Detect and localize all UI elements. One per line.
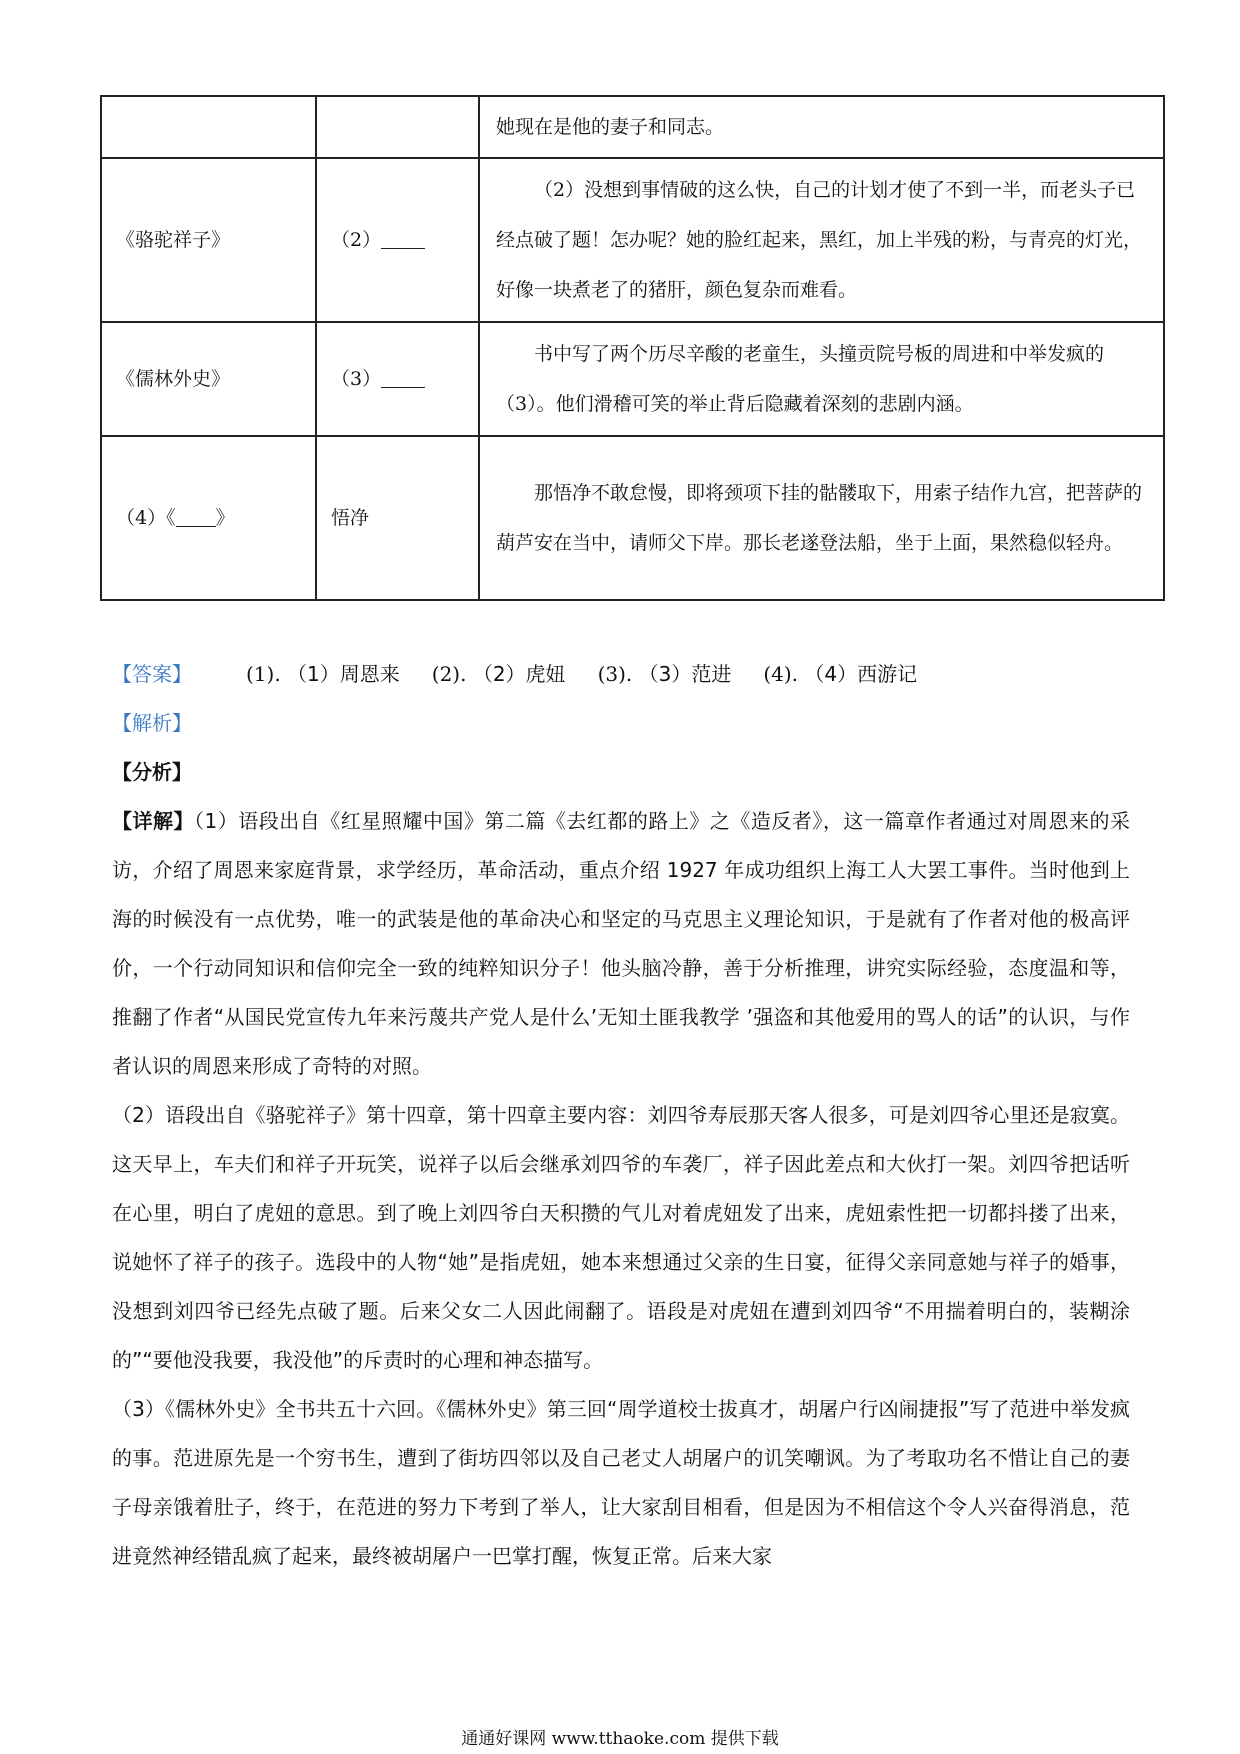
detail-text-1: （1）语段出自《红星照耀中国》第二篇《去红都的路上》之《造反者》，这一篇章作者通过对周恩来的采访，介绍了周恩来家庭背景，求学经历，革命活动，重点介绍 1927 年成功组织上海工人大罢工事件。当时他到上海的时候没有一点优势，唯一的武装是他的革命决心和坚定的马克思主义理论知识，于是就有了作者对他的极高评价，一个行动同知识和信仰完全一致的纯粹知识分子！他头脑冷静，善于分析推理，讲究实际经验，态度温和等，推翻了作者“从国民党宣传九年来污蔑共产党人是什么’无知土匪我教学 ’强盗和其他爱用的骂人的话”的认识，与作者认识的周恩来形成了奇特的对照。 [112, 809, 1130, 1078]
answer-blank [381, 368, 425, 388]
answer-num: (1). [246, 662, 281, 686]
answer-item [763, 650, 917, 699]
excerpt-cell: （2）没想到事情破的这么快，自己的计划才使了不到一半，而老头子已经点破了题！怎办呢？她的脸红起来，黑红，加上半残的粉，与青亮的灯光，好像一块煮老了的猪肝，颜色复杂而难看。 [479, 158, 1164, 322]
book-cell [101, 436, 316, 600]
book-cell [101, 96, 316, 158]
answer-text: （1）周恩来 [287, 662, 400, 686]
character-prefix: （3） [331, 368, 382, 390]
answer-text: （3）范进 [638, 662, 732, 686]
answer-text: （4）西游记 [804, 662, 918, 686]
table-row [101, 322, 1164, 436]
character-cell [316, 96, 479, 158]
fenxi-heading: 【分析】 [112, 760, 192, 784]
answer-blank [176, 507, 216, 527]
answer-num: (3). [597, 662, 633, 686]
footer-watermark: 通通好课网 www.tthaoke.com 提供下载 [461, 1729, 779, 1749]
answer-item [598, 650, 732, 699]
analysis-tag: 【解析】 [112, 711, 192, 735]
character-cell [316, 322, 479, 436]
excerpt-cell: 书中写了两个历尽辛酸的老童生，头撞贡院号板的周进和中举发疯的（3）。他们滑稽可笑的举止背后隐藏着深刻的悲剧内涵。 [479, 322, 1164, 436]
answer-num: (4). [763, 662, 799, 686]
character-prefix: （2） [331, 229, 382, 251]
table-row [101, 96, 1164, 158]
character-cell: 悟净 [316, 436, 479, 600]
book-suffix: 》 [215, 507, 235, 529]
answer-row [112, 650, 1130, 699]
answer-text: （2）虎妞 [472, 662, 566, 686]
answer-blank [381, 229, 425, 249]
answer-section [112, 650, 1130, 1581]
detail-tag: 【详解】 [112, 809, 195, 833]
detail-paragraph-3: （3）《儒林外史》全书共五十六回。《儒林外史》第三回“周学道校士拔真才，胡屠户行凶闹捷报”写了范进中举发疯的事。范进原先是一个穷书生，遭到了街坊四邻以及自己老丈人胡屠户的讥笑嘲讽。为了考取功名不惜让自己的妻子母亲饿着肚子，终于，在范进的努力下考到了举人，让大家刮目相看，但是因为不相信这个令人兴奋得消息，范进竟然神经错乱疯了起来，最终被胡屠户一巴掌打醒，恢复正常。后来大家 [112, 1397, 1130, 1568]
excerpt-cell: 那悟净不敢怠慢，即将颈项下挂的骷髅取下，用索子结作九宫，把菩萨的葫芦安在当中，请师父下岸。那长老遂登法船，坐于上面，果然稳似轻舟。 [479, 436, 1164, 600]
excerpt-cell: 她现在是他的妻子和同志。 [479, 96, 1164, 158]
table-row [101, 436, 1164, 600]
table-row [101, 158, 1164, 322]
book-cell: 《儒林外史》 [101, 322, 316, 436]
answer-tag: 【答案】 [112, 662, 192, 686]
question-table [100, 95, 1165, 601]
detail-paragraph-2: （2）语段出自《骆驼祥子》第十四章，第十四章主要内容：刘四爷寿辰那天客人很多，可是刘四爷心里还是寂寞。这天早上，车夫们和祥子开玩笑，说祥子以后会继承刘四爷的车袭厂，祥子因此差点和大伙打一架。刘四爷把话听在心里，明白了虎妞的意思。到了晚上刘四爷白天积攒的气儿对着虎妞发了出来，虎妞索性把一切都抖搂了出来，说她怀了祥子的孩子。选段中的人物“她”是指虎妞，她本来想通过父亲的生日宴，征得父亲同意她与祥子的婚事，没想到刘四爷已经先点破了题。后来父女二人因此闹翻了。语段是对虎妞在遭到刘四爷“不用揣着明白的，装糊涂的”“要他没我要，我没他”的斥责时的心理和神态描写。 [112, 1103, 1130, 1372]
character-cell [316, 158, 479, 322]
answer-item [246, 650, 400, 699]
answer-num: (2). [431, 662, 467, 686]
detail-paragraph-1 [112, 797, 1130, 1091]
book-cell: 《骆驼祥子》 [101, 158, 316, 322]
answer-item [432, 650, 566, 699]
book-prefix: （4）《 [116, 507, 176, 529]
